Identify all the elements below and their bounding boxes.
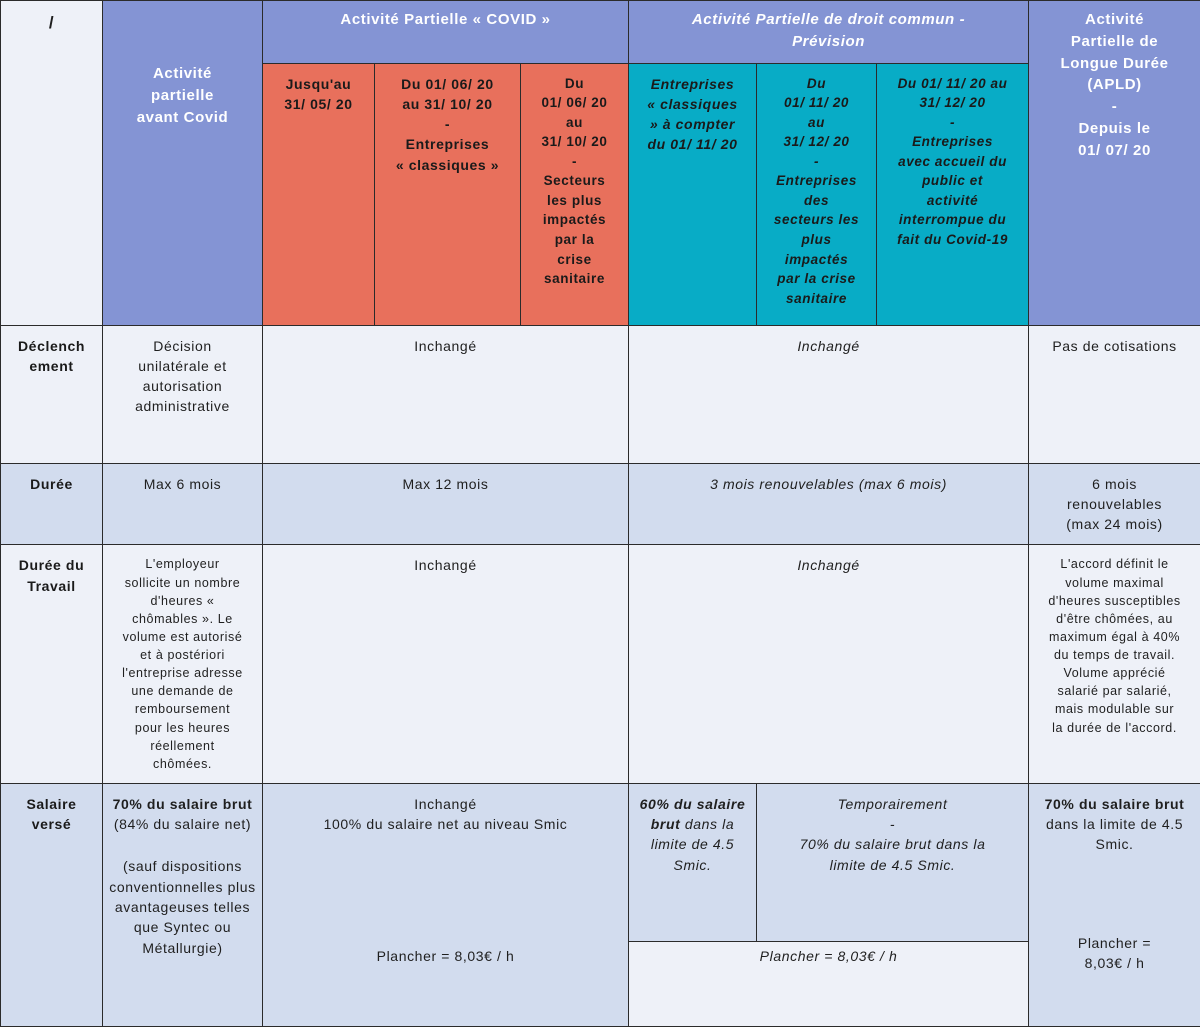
declenchement-covid: Inchangé — [263, 325, 629, 463]
header-covid-jusqu-au: Jusqu'au 31/ 05/ 20 — [263, 63, 375, 325]
duree-droit-commun: 3 mois renouvelables (max 6 mois) — [629, 463, 1029, 545]
salaire-dc-temporairement: Temporairement - 70% du salaire brut dans la limite de 4.5 Smic. — [757, 783, 1029, 941]
row-duree — [1, 463, 1200, 545]
duree-travail-apld: L'accord définit le volume maximal d'heures susceptibles d'être chômées, au maximum égal à 40% du temps de travail. Volume apprécié salarié par salarié, mais modulable sur la durée de l'accord. — [1029, 545, 1200, 784]
declenchement-droit-commun: Inchangé — [629, 325, 1029, 463]
row-label-salaire: Salaire versé — [1, 783, 103, 1026]
salaire-apld: 70% du salaire brut dans la limite de 4.5 Smic. Plancher = 8,03€ / h — [1029, 783, 1200, 1026]
row-salaire — [1, 783, 1200, 941]
header-droit-commun-group: Activité Partielle de droit commun - Prévision — [629, 1, 1029, 64]
salaire-avant-covid: 70% du salaire brut (84% du salaire net) (sauf dispositions conventionnelles plus avantageuses telles que Syntec ou Métallurgie) — [103, 783, 263, 1026]
duree-avant-covid: Max 6 mois — [103, 463, 263, 545]
corner-cell: / — [1, 1, 103, 326]
salaire-dc-classiques: 60% du salaire brut dans la limite de 4.5 Smic. — [629, 783, 757, 941]
header-dc-classiques: Entreprises « classiques » à compter du 01/ 11/ 20 — [629, 63, 757, 325]
declenchement-avant-covid: Décision unilatérale et autorisation administrative — [103, 325, 263, 463]
header-avant-covid: Activité partielle avant Covid — [103, 1, 263, 326]
row-declenchement — [1, 325, 1200, 463]
header-dc-secteurs-impactes: Du 01/ 11/ 20 au 31/ 12/ 20 - Entreprises des secteurs les plus impactés par la crise sanitaire — [757, 63, 877, 325]
row-label-duree: Durée — [1, 463, 103, 545]
duree-travail-covid: Inchangé — [263, 545, 629, 784]
duree-apld: 6 mois renouvelables (max 24 mois) — [1029, 463, 1200, 545]
declenchement-apld: Pas de cotisations — [1029, 325, 1200, 463]
row-label-duree-travail: Durée du Travail — [1, 545, 103, 784]
header-dc-accueil-public: Du 01/ 11/ 20 au 31/ 12/ 20 - Entreprises avec accueil du public et activité interrompue du fait du Covid-19 — [877, 63, 1029, 325]
salaire-covid: Inchangé 100% du salaire net au niveau Smic Plancher = 8,03€ / h — [263, 783, 629, 1026]
header-covid-secteurs-impactes: Du 01/ 06/ 20 au 31/ 10/ 20 - Secteurs les plus impactés par la crise sanitaire — [521, 63, 629, 325]
salaire-covid-plancher: Plancher = 8,03€ / h — [268, 946, 623, 966]
header-covid-classiques: Du 01/ 06/ 20 au 31/ 10/ 20 - Entreprises « classiques » — [375, 63, 521, 325]
header-apld: Activité Partielle de Longue Durée (APLD) - Depuis le 01/ 07/ 20 — [1029, 1, 1200, 326]
duree-travail-avant-covid: L'employeur sollicite un nombre d'heures « chômables ». Le volume est autorisé et à postériori l'entreprise adresse une demande de remboursement pour les heures réellement chômées. — [103, 545, 263, 784]
header-covid-group: Activité Partielle « COVID » — [263, 1, 629, 64]
duree-travail-droit-commun: Inchangé — [629, 545, 1029, 784]
salaire-dc-plancher: Plancher = 8,03€ / h — [629, 941, 1029, 1026]
duree-covid: Max 12 mois — [263, 463, 629, 545]
row-duree-travail — [1, 545, 1200, 784]
row-label-declenchement: Déclench ement — [1, 325, 103, 463]
header-row-groups — [1, 1, 1200, 64]
